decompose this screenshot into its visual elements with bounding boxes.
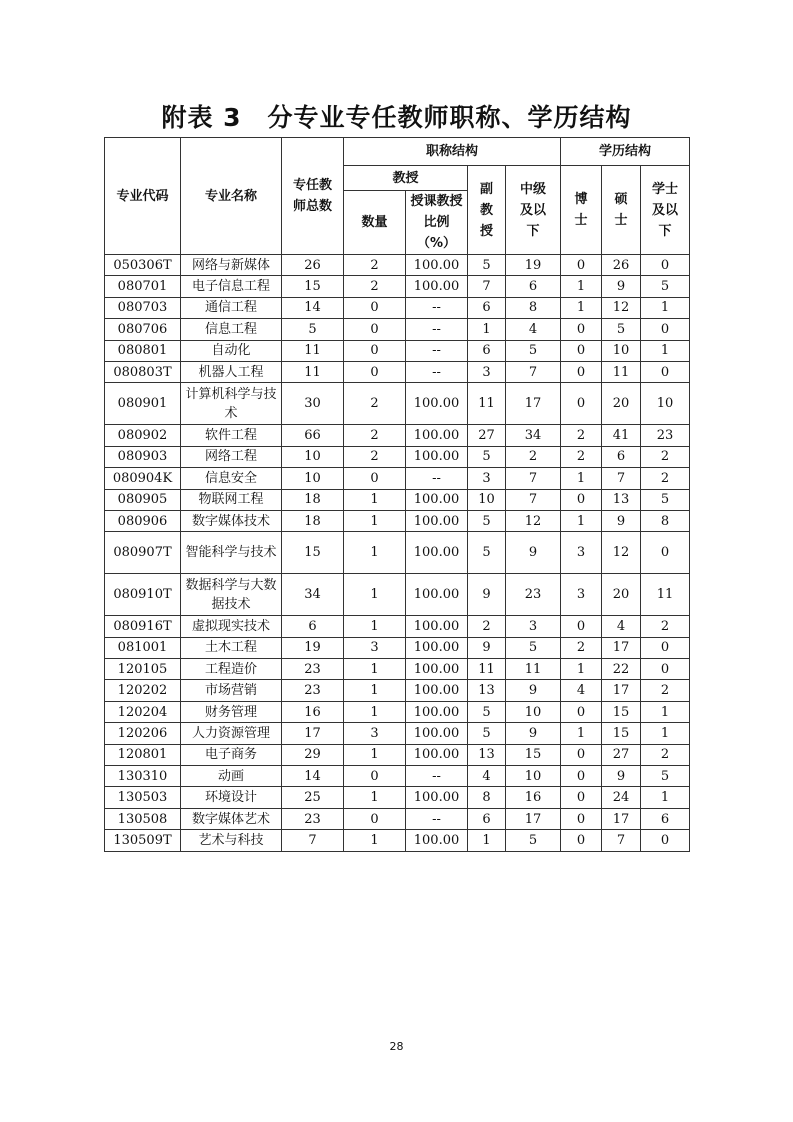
header-total: 专任教师总数 — [282, 138, 344, 255]
cell-prof-count: 1 — [344, 830, 406, 851]
cell-prof-count: 0 — [344, 361, 406, 382]
cell-code: 080903 — [105, 446, 181, 467]
cell-mid: 7 — [506, 489, 561, 510]
cell-prof-ratio: 100.00 — [406, 616, 468, 637]
cell-phd: 0 — [561, 489, 602, 510]
cell-prof-count: 0 — [344, 297, 406, 318]
cell-name: 环境设计 — [181, 787, 282, 808]
cell-prof-count: 1 — [344, 574, 406, 616]
cell-assoc: 3 — [468, 361, 506, 382]
cell-master: 9 — [602, 510, 641, 531]
cell-assoc: 11 — [468, 659, 506, 680]
cell-bachelor: 0 — [641, 830, 690, 851]
cell-prof-ratio: 100.00 — [406, 701, 468, 722]
cell-total: 15 — [282, 276, 344, 297]
header-edu-group: 学历结构 — [561, 138, 690, 166]
header-assoc: 副教授 — [468, 166, 506, 255]
cell-bachelor: 0 — [641, 319, 690, 340]
cell-phd: 0 — [561, 616, 602, 637]
cell-assoc: 7 — [468, 276, 506, 297]
cell-mid: 10 — [506, 701, 561, 722]
cell-bachelor: 0 — [641, 255, 690, 276]
cell-master: 7 — [602, 830, 641, 851]
cell-prof-ratio: 100.00 — [406, 276, 468, 297]
page-title: 附表 3 分专业专任教师职称、学历结构 — [161, 103, 632, 132]
cell-total: 7 — [282, 830, 344, 851]
cell-prof-ratio: 100.00 — [406, 830, 468, 851]
cell-prof-ratio: 100.00 — [406, 510, 468, 531]
cell-total: 18 — [282, 489, 344, 510]
cell-prof-ratio: 100.00 — [406, 446, 468, 467]
table-row — [105, 616, 690, 637]
cell-master: 12 — [602, 297, 641, 318]
cell-total: 14 — [282, 297, 344, 318]
cell-total: 5 — [282, 319, 344, 340]
cell-code: 120206 — [105, 723, 181, 744]
cell-prof-count: 2 — [344, 425, 406, 446]
page-number: 28 — [389, 1040, 404, 1053]
cell-prof-ratio: -- — [406, 808, 468, 829]
cell-assoc: 27 — [468, 425, 506, 446]
cell-master: 5 — [602, 319, 641, 340]
table-row — [105, 532, 690, 574]
cell-mid: 4 — [506, 319, 561, 340]
header-bachelor: 学士及以下 — [641, 166, 690, 255]
cell-name: 土木工程 — [181, 637, 282, 658]
table-body — [105, 255, 690, 852]
cell-phd: 3 — [561, 532, 602, 574]
cell-assoc: 4 — [468, 766, 506, 787]
cell-assoc: 6 — [468, 297, 506, 318]
cell-mid: 9 — [506, 532, 561, 574]
cell-name: 人力资源管理 — [181, 723, 282, 744]
cell-bachelor: 0 — [641, 659, 690, 680]
cell-code: 120105 — [105, 659, 181, 680]
cell-code: 080910T — [105, 574, 181, 616]
table-row — [105, 680, 690, 701]
table-row — [105, 787, 690, 808]
cell-name: 软件工程 — [181, 425, 282, 446]
cell-prof-count: 1 — [344, 701, 406, 722]
cell-bachelor: 0 — [641, 637, 690, 658]
cell-total: 18 — [282, 510, 344, 531]
cell-prof-ratio: 100.00 — [406, 383, 468, 425]
cell-phd: 1 — [561, 723, 602, 744]
cell-prof-count: 1 — [344, 787, 406, 808]
cell-bachelor: 11 — [641, 574, 690, 616]
cell-total: 26 — [282, 255, 344, 276]
cell-mid: 19 — [506, 255, 561, 276]
header-phd: 博士 — [561, 166, 602, 255]
cell-master: 6 — [602, 446, 641, 467]
cell-mid: 7 — [506, 468, 561, 489]
cell-prof-count: 3 — [344, 637, 406, 658]
table-row — [105, 574, 690, 616]
cell-prof-ratio: -- — [406, 766, 468, 787]
cell-assoc: 9 — [468, 637, 506, 658]
cell-prof-ratio: 100.00 — [406, 425, 468, 446]
cell-phd: 1 — [561, 468, 602, 489]
cell-code: 080907T — [105, 532, 181, 574]
cell-name: 网络与新媒体 — [181, 255, 282, 276]
cell-total: 30 — [282, 383, 344, 425]
cell-bachelor: 1 — [641, 723, 690, 744]
cell-code: 080916T — [105, 616, 181, 637]
cell-master: 24 — [602, 787, 641, 808]
table-row — [105, 830, 690, 851]
cell-total: 11 — [282, 340, 344, 361]
table-row — [105, 319, 690, 340]
cell-master: 4 — [602, 616, 641, 637]
cell-mid: 5 — [506, 830, 561, 851]
cell-prof-count: 1 — [344, 532, 406, 574]
cell-prof-ratio: 100.00 — [406, 532, 468, 574]
cell-master: 7 — [602, 468, 641, 489]
cell-code: 120202 — [105, 680, 181, 701]
cell-master: 10 — [602, 340, 641, 361]
cell-assoc: 5 — [468, 701, 506, 722]
cell-assoc: 11 — [468, 383, 506, 425]
cell-phd: 2 — [561, 637, 602, 658]
cell-assoc: 1 — [468, 319, 506, 340]
cell-phd: 0 — [561, 383, 602, 425]
cell-prof-count: 0 — [344, 340, 406, 361]
cell-name: 电子信息工程 — [181, 276, 282, 297]
table-row — [105, 383, 690, 425]
cell-prof-count: 0 — [344, 766, 406, 787]
table-row — [105, 701, 690, 722]
cell-master: 13 — [602, 489, 641, 510]
cell-mid: 7 — [506, 361, 561, 382]
cell-total: 14 — [282, 766, 344, 787]
cell-name: 信息工程 — [181, 319, 282, 340]
cell-phd: 0 — [561, 701, 602, 722]
cell-mid: 9 — [506, 723, 561, 744]
cell-assoc: 5 — [468, 723, 506, 744]
cell-master: 17 — [602, 637, 641, 658]
cell-bachelor: 0 — [641, 532, 690, 574]
cell-total: 25 — [282, 787, 344, 808]
table-row — [105, 766, 690, 787]
cell-bachelor: 1 — [641, 787, 690, 808]
cell-bachelor: 6 — [641, 808, 690, 829]
cell-total: 19 — [282, 637, 344, 658]
cell-name: 电子商务 — [181, 744, 282, 765]
cell-code: 080902 — [105, 425, 181, 446]
cell-master: 9 — [602, 276, 641, 297]
table-row — [105, 425, 690, 446]
cell-prof-ratio: 100.00 — [406, 489, 468, 510]
cell-master: 15 — [602, 723, 641, 744]
cell-name: 财务管理 — [181, 701, 282, 722]
table-row — [105, 723, 690, 744]
cell-master: 41 — [602, 425, 641, 446]
cell-bachelor: 2 — [641, 468, 690, 489]
cell-bachelor: 2 — [641, 446, 690, 467]
cell-bachelor: 23 — [641, 425, 690, 446]
cell-name: 网络工程 — [181, 446, 282, 467]
cell-name: 数字媒体技术 — [181, 510, 282, 531]
cell-assoc: 13 — [468, 680, 506, 701]
cell-prof-ratio: -- — [406, 319, 468, 340]
cell-name: 虚拟现实技术 — [181, 616, 282, 637]
table-row — [105, 744, 690, 765]
cell-code: 050306T — [105, 255, 181, 276]
header-prof-ratio: 授课教授比例（%） — [406, 191, 468, 255]
cell-master: 11 — [602, 361, 641, 382]
cell-phd: 0 — [561, 808, 602, 829]
cell-prof-ratio: -- — [406, 340, 468, 361]
cell-name: 通信工程 — [181, 297, 282, 318]
cell-bachelor: 0 — [641, 361, 690, 382]
cell-phd: 0 — [561, 766, 602, 787]
cell-mid: 5 — [506, 340, 561, 361]
cell-bachelor: 1 — [641, 701, 690, 722]
cell-bachelor: 5 — [641, 276, 690, 297]
cell-mid: 16 — [506, 787, 561, 808]
cell-bachelor: 5 — [641, 766, 690, 787]
cell-code: 080906 — [105, 510, 181, 531]
cell-phd: 1 — [561, 297, 602, 318]
cell-prof-ratio: -- — [406, 361, 468, 382]
cell-assoc: 1 — [468, 830, 506, 851]
cell-master: 15 — [602, 701, 641, 722]
cell-code: 120204 — [105, 701, 181, 722]
cell-name: 市场营销 — [181, 680, 282, 701]
cell-assoc: 10 — [468, 489, 506, 510]
cell-master: 20 — [602, 383, 641, 425]
cell-prof-ratio: 100.00 — [406, 659, 468, 680]
cell-assoc: 13 — [468, 744, 506, 765]
cell-code: 080803T — [105, 361, 181, 382]
header-name: 专业名称 — [181, 138, 282, 255]
cell-prof-count: 1 — [344, 616, 406, 637]
header-code: 专业代码 — [105, 138, 181, 255]
cell-bachelor: 1 — [641, 297, 690, 318]
header-mid: 中级及以下 — [506, 166, 561, 255]
cell-name: 计算机科学与技术 — [181, 383, 282, 425]
cell-total: 16 — [282, 701, 344, 722]
cell-bachelor: 2 — [641, 616, 690, 637]
cell-phd: 0 — [561, 744, 602, 765]
cell-master: 20 — [602, 574, 641, 616]
cell-name: 艺术与科技 — [181, 830, 282, 851]
cell-prof-count: 2 — [344, 446, 406, 467]
cell-code: 130310 — [105, 766, 181, 787]
cell-mid: 34 — [506, 425, 561, 446]
cell-name: 智能科学与技术 — [181, 532, 282, 574]
cell-assoc: 5 — [468, 446, 506, 467]
cell-mid: 23 — [506, 574, 561, 616]
cell-phd: 1 — [561, 510, 602, 531]
cell-prof-count: 0 — [344, 808, 406, 829]
table-row — [105, 297, 690, 318]
cell-prof-ratio: 100.00 — [406, 574, 468, 616]
table-row — [105, 361, 690, 382]
table-row — [105, 808, 690, 829]
table-row — [105, 489, 690, 510]
cell-name: 数据科学与大数据技术 — [181, 574, 282, 616]
cell-prof-ratio: 100.00 — [406, 723, 468, 744]
table-row — [105, 510, 690, 531]
cell-total: 23 — [282, 808, 344, 829]
cell-prof-count: 1 — [344, 510, 406, 531]
cell-phd: 0 — [561, 340, 602, 361]
cell-master: 17 — [602, 808, 641, 829]
cell-mid: 9 — [506, 680, 561, 701]
cell-mid: 10 — [506, 766, 561, 787]
cell-code: 080904K — [105, 468, 181, 489]
cell-name: 物联网工程 — [181, 489, 282, 510]
cell-mid: 11 — [506, 659, 561, 680]
cell-code: 080905 — [105, 489, 181, 510]
cell-prof-ratio: 100.00 — [406, 255, 468, 276]
cell-mid: 6 — [506, 276, 561, 297]
cell-total: 6 — [282, 616, 344, 637]
cell-name: 机器人工程 — [181, 361, 282, 382]
cell-mid: 5 — [506, 637, 561, 658]
cell-total: 10 — [282, 446, 344, 467]
cell-total: 15 — [282, 532, 344, 574]
cell-bachelor: 1 — [641, 340, 690, 361]
table-row — [105, 255, 690, 276]
cell-total: 23 — [282, 680, 344, 701]
cell-bachelor: 8 — [641, 510, 690, 531]
cell-code: 080701 — [105, 276, 181, 297]
cell-assoc: 3 — [468, 468, 506, 489]
cell-code: 130509T — [105, 830, 181, 851]
table-row — [105, 446, 690, 467]
cell-code: 130503 — [105, 787, 181, 808]
cell-assoc: 9 — [468, 574, 506, 616]
cell-total: 17 — [282, 723, 344, 744]
cell-assoc: 8 — [468, 787, 506, 808]
cell-code: 081001 — [105, 637, 181, 658]
cell-prof-count: 1 — [344, 489, 406, 510]
cell-total: 34 — [282, 574, 344, 616]
table-row — [105, 468, 690, 489]
cell-prof-count: 3 — [344, 723, 406, 744]
cell-name: 自动化 — [181, 340, 282, 361]
cell-prof-count: 0 — [344, 319, 406, 340]
cell-phd: 4 — [561, 680, 602, 701]
header-prof-count: 数量 — [344, 191, 406, 255]
cell-code: 130508 — [105, 808, 181, 829]
cell-phd: 3 — [561, 574, 602, 616]
cell-code: 080706 — [105, 319, 181, 340]
cell-code: 120801 — [105, 744, 181, 765]
cell-mid: 12 — [506, 510, 561, 531]
cell-code: 080901 — [105, 383, 181, 425]
header-master: 硕士 — [602, 166, 641, 255]
cell-prof-count: 0 — [344, 468, 406, 489]
cell-total: 66 — [282, 425, 344, 446]
cell-phd: 0 — [561, 319, 602, 340]
cell-assoc: 5 — [468, 532, 506, 574]
cell-phd: 0 — [561, 787, 602, 808]
cell-phd: 1 — [561, 276, 602, 297]
cell-name: 动画 — [181, 766, 282, 787]
cell-code: 080703 — [105, 297, 181, 318]
cell-assoc: 2 — [468, 616, 506, 637]
cell-prof-count: 1 — [344, 744, 406, 765]
cell-bachelor: 5 — [641, 489, 690, 510]
cell-prof-ratio: 100.00 — [406, 680, 468, 701]
cell-mid: 2 — [506, 446, 561, 467]
cell-assoc: 5 — [468, 255, 506, 276]
cell-master: 26 — [602, 255, 641, 276]
header-title-group: 职称结构 — [344, 138, 561, 166]
cell-mid: 15 — [506, 744, 561, 765]
cell-mid: 8 — [506, 297, 561, 318]
cell-prof-ratio: 100.00 — [406, 637, 468, 658]
cell-prof-ratio: -- — [406, 297, 468, 318]
cell-master: 27 — [602, 744, 641, 765]
cell-phd: 0 — [561, 255, 602, 276]
cell-total: 11 — [282, 361, 344, 382]
cell-name: 信息安全 — [181, 468, 282, 489]
cell-prof-ratio: 100.00 — [406, 744, 468, 765]
cell-master: 17 — [602, 680, 641, 701]
header-professor: 教授 — [344, 166, 468, 191]
cell-master: 22 — [602, 659, 641, 680]
table-row — [105, 276, 690, 297]
cell-master: 12 — [602, 532, 641, 574]
cell-name: 工程造价 — [181, 659, 282, 680]
cell-master: 9 — [602, 766, 641, 787]
cell-phd: 0 — [561, 830, 602, 851]
faculty-structure-table — [104, 137, 690, 852]
cell-code: 080801 — [105, 340, 181, 361]
cell-prof-count: 2 — [344, 276, 406, 297]
cell-mid: 17 — [506, 383, 561, 425]
cell-prof-count: 1 — [344, 659, 406, 680]
cell-name: 数字媒体艺术 — [181, 808, 282, 829]
cell-prof-ratio: -- — [406, 468, 468, 489]
cell-assoc: 6 — [468, 808, 506, 829]
cell-prof-count: 2 — [344, 255, 406, 276]
cell-bachelor: 2 — [641, 680, 690, 701]
table-row — [105, 340, 690, 361]
cell-bachelor: 10 — [641, 383, 690, 425]
cell-prof-count: 1 — [344, 680, 406, 701]
cell-bachelor: 2 — [641, 744, 690, 765]
cell-assoc: 5 — [468, 510, 506, 531]
cell-phd: 2 — [561, 425, 602, 446]
cell-total: 23 — [282, 659, 344, 680]
cell-assoc: 6 — [468, 340, 506, 361]
cell-total: 29 — [282, 744, 344, 765]
cell-prof-count: 2 — [344, 383, 406, 425]
table-row — [105, 637, 690, 658]
table-row — [105, 659, 690, 680]
cell-total: 10 — [282, 468, 344, 489]
cell-phd: 0 — [561, 361, 602, 382]
cell-phd: 2 — [561, 446, 602, 467]
cell-mid: 3 — [506, 616, 561, 637]
cell-prof-ratio: 100.00 — [406, 787, 468, 808]
cell-mid: 17 — [506, 808, 561, 829]
cell-phd: 1 — [561, 659, 602, 680]
